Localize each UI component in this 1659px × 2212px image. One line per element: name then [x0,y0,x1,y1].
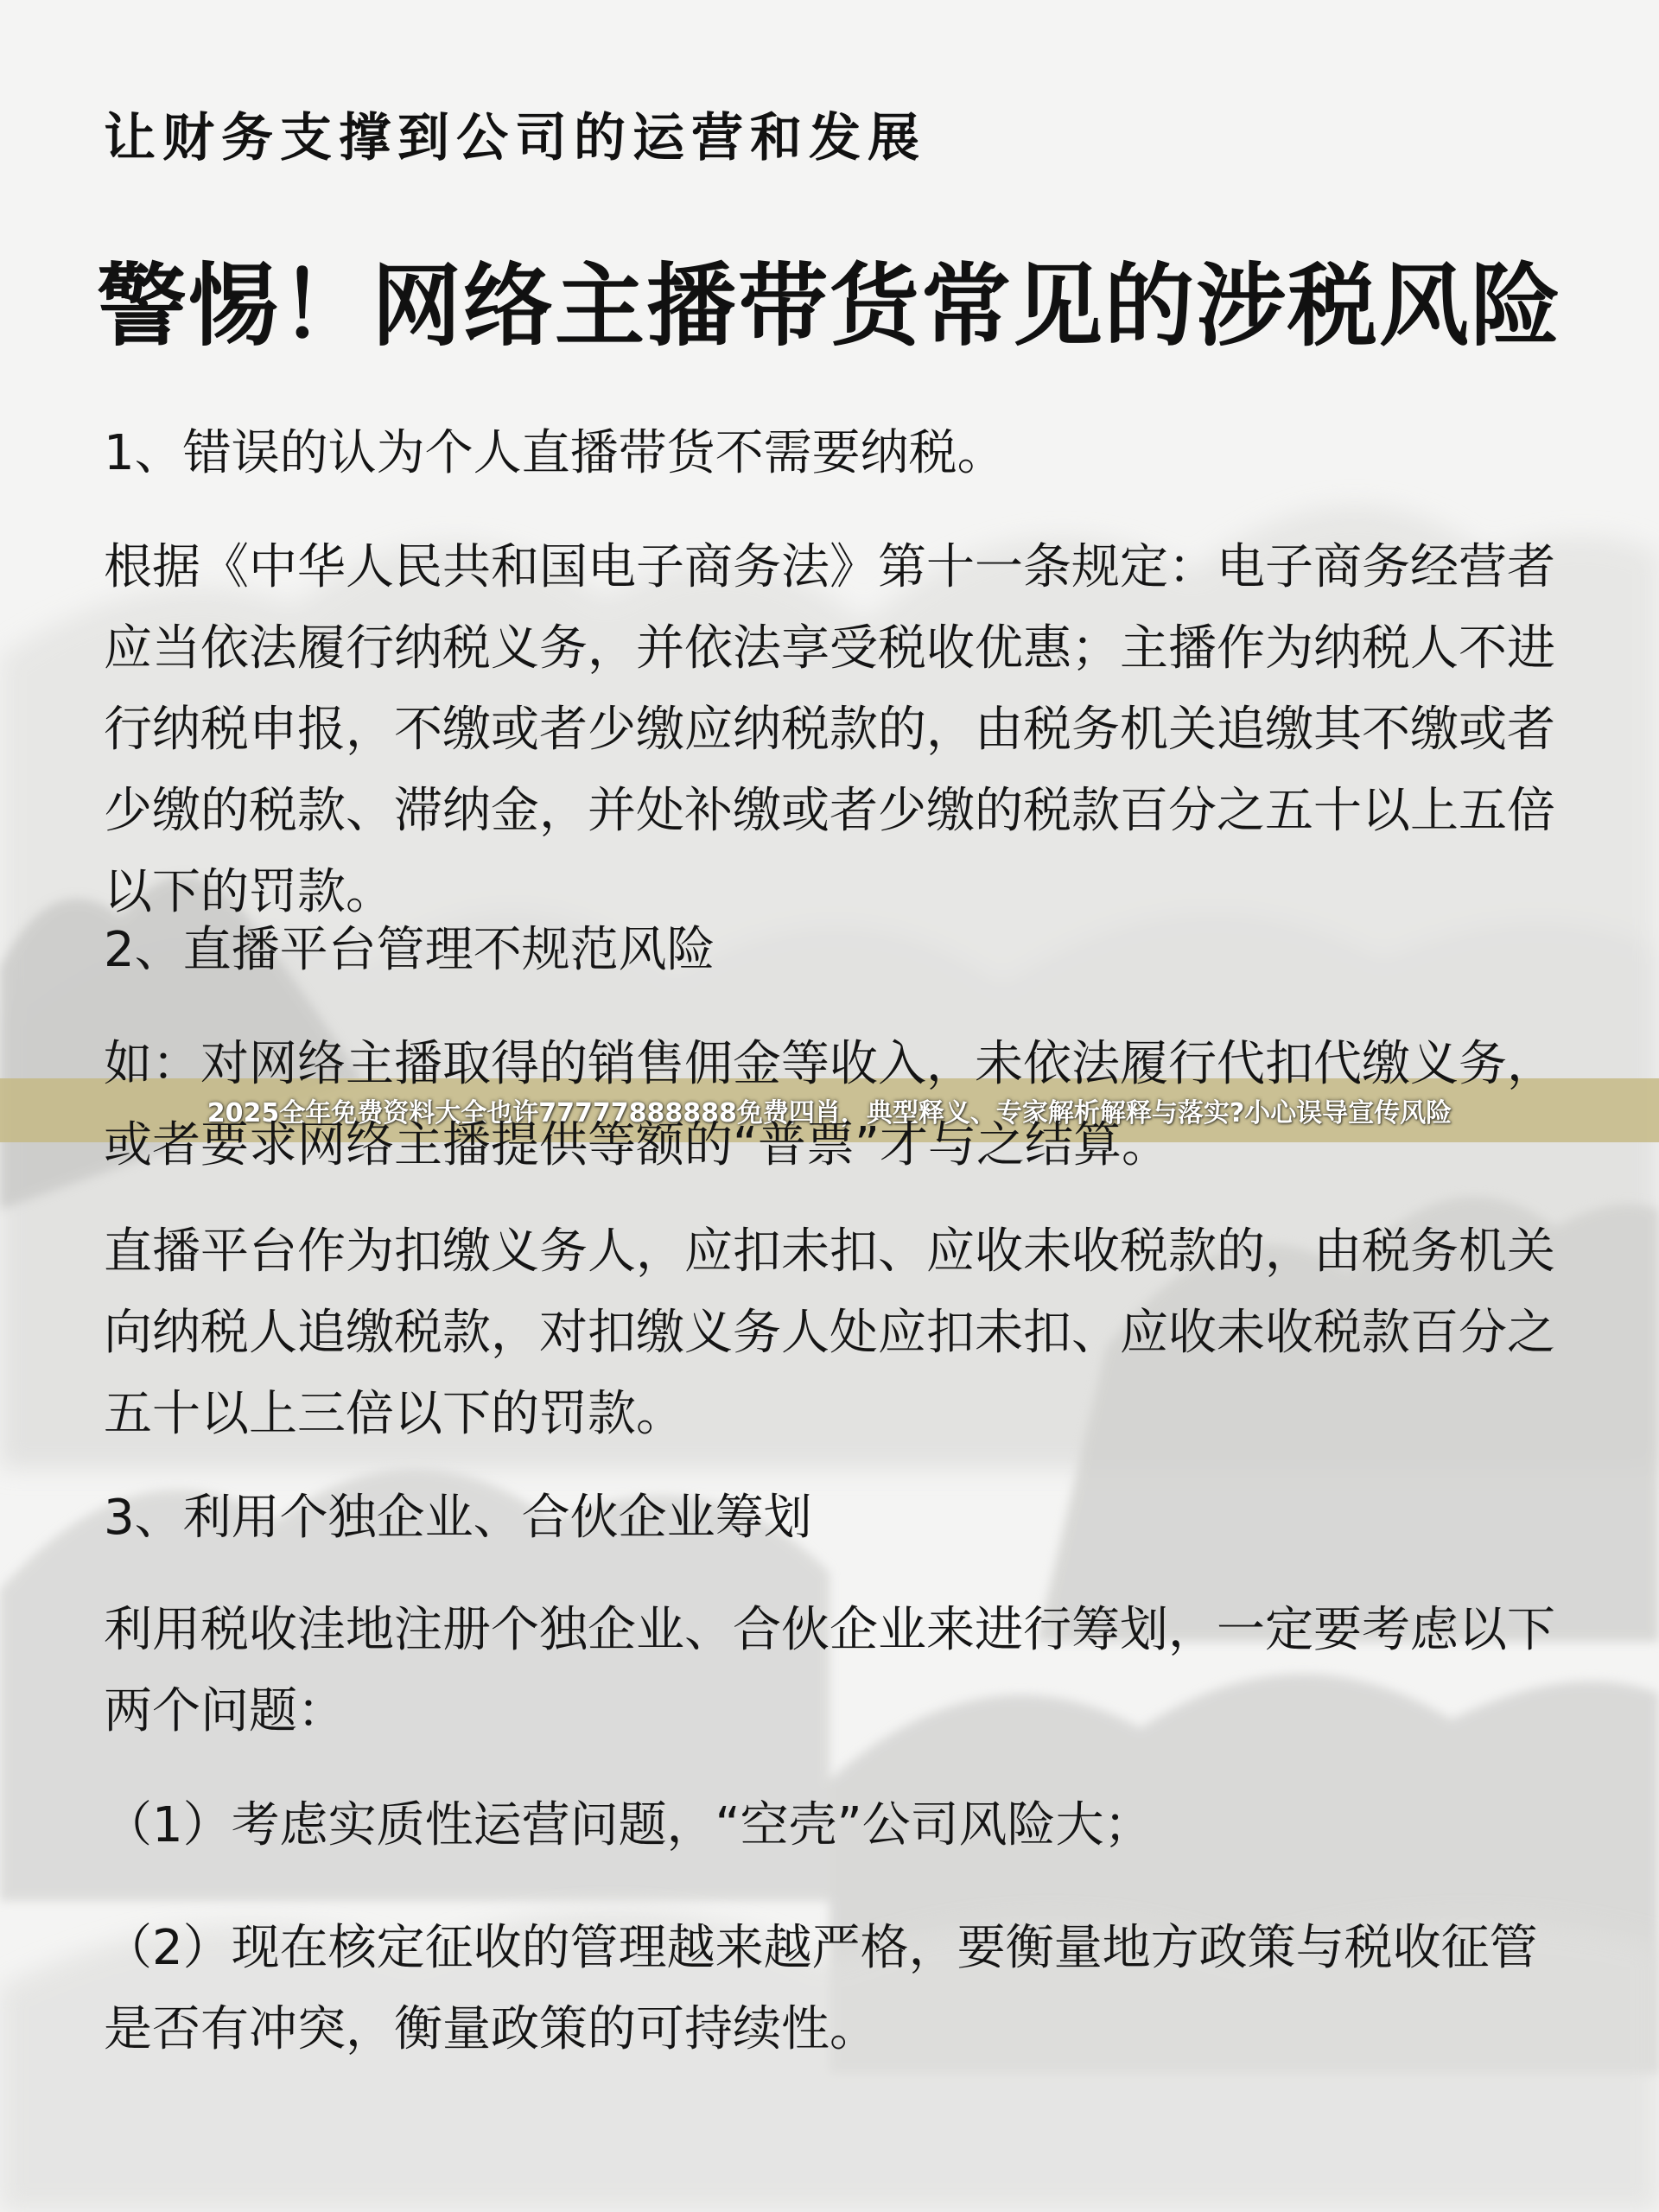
section2-body2: 直播平台作为扣缴义务人，应扣未扣、应收未收税款的，由税务机关向纳税人追缴税款，对扣缴义务人处应扣未扣、应收未收税款百分之五十以上三倍以下的罚款。 [104,1224,1555,1442]
section1-body: 根据《中华人民共和国电子商务法》第十一条规定：电子商务经营者应当依法履行纳税义务，并依法享受税收优惠；主播作为纳税人不进行纳税申报，不缴或者少缴应纳税款的，由税务机关追缴其不缴或者少缴的税款、滞纳金，并处补缴或者少缴的税款百分之五十以上五倍以下的罚款。 [104,539,1555,920]
page-title: 警惕！网络主播带货常见的涉税风险 [96,253,1562,359]
section2-heading: 2、直播平台管理不规范风险 [104,922,715,978]
section3-item1: （1）考虑实质性运营问题，“空壳”公司风险大； [104,1797,1153,1853]
banner-text[interactable]: 2025全年免费资料大全也许77777888888免费四肖，典型释义、专家解析解释与落实?小心误导宣传风险 [207,1098,1452,1128]
section2-body1: 如：对网络主播取得的销售佣金等收入，未依法履行代扣代缴义务，或者要求网络主播提供等额的“普票”才与之结算。 [104,1036,1555,1173]
brand-slogan: 让财务支撑到公司的运营和发展 [104,108,926,168]
section3-item2: （2）现在核定征收的管理越来越严格，要衡量地方政策与税收征管是否有冲突，衡量政策的可持续性。 [104,1920,1538,2057]
section3-heading: 3、利用个独企业、合伙企业筹划 [104,1490,812,1546]
section3-body: 利用税收洼地注册个独企业、合伙企业来进行筹划，一定要考虑以下两个问题： [104,1602,1555,1739]
section1-heading: 1、错误的认为个人直播带货不需要纳税。 [104,425,1006,481]
